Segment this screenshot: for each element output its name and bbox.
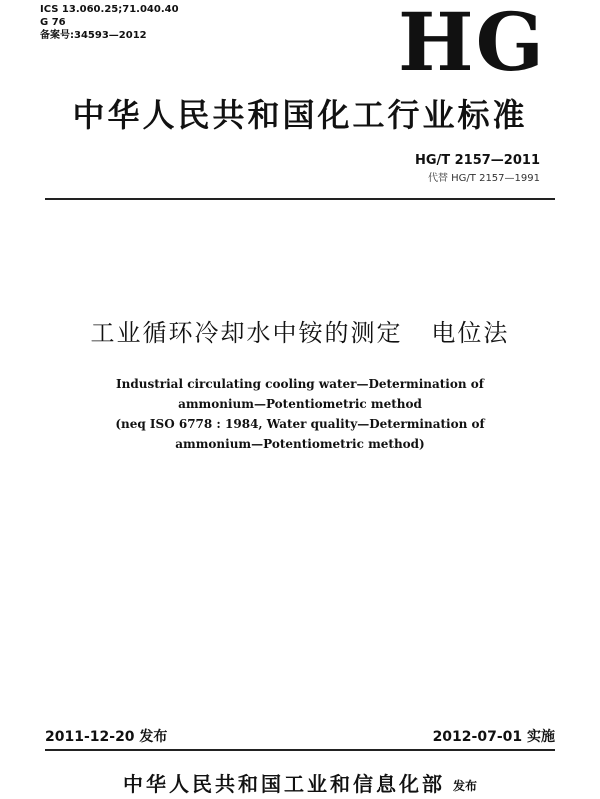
document-title-english [100, 374, 500, 454]
ics-code: ICS 13.060.25;71.040.40 [40, 4, 179, 15]
issuer-suffix: 发布 [452, 778, 477, 793]
issue-date: 2011-12-20 发布 [45, 729, 168, 745]
english-title-line: ammonium—Potentiometric method) [175, 437, 425, 451]
implementation-date: 2012-07-01 实施 [432, 729, 555, 745]
document-title-chinese: 工业循环冷却水中铵的测定 电位法 [90, 319, 510, 347]
hg-logo: HG [398, 0, 546, 89]
ccs-code: G 76 [40, 17, 66, 28]
top-divider [45, 198, 555, 200]
bottom-divider [45, 749, 555, 751]
record-number: 备案号:34593—2012 [40, 30, 147, 41]
issuer-name: 中华人民共和国工业和信息化部 [122, 772, 445, 796]
standard-number: HG/T 2157—2011 [414, 153, 540, 168]
english-title-line: (neq ISO 6778 : 1984, Water quality—Determination of [115, 417, 485, 431]
standard-type-heading: 中华人民共和国化工行业标准 [72, 96, 528, 134]
english-title-line: ammonium—Potentiometric method [178, 397, 422, 411]
replaces-note: 代替 HG/T 2157—1991 [427, 173, 540, 184]
issuing-authority [0, 771, 600, 799]
english-title-line: Industrial circulating cooling water—Determination of [116, 377, 484, 391]
classification-block [40, 3, 179, 42]
